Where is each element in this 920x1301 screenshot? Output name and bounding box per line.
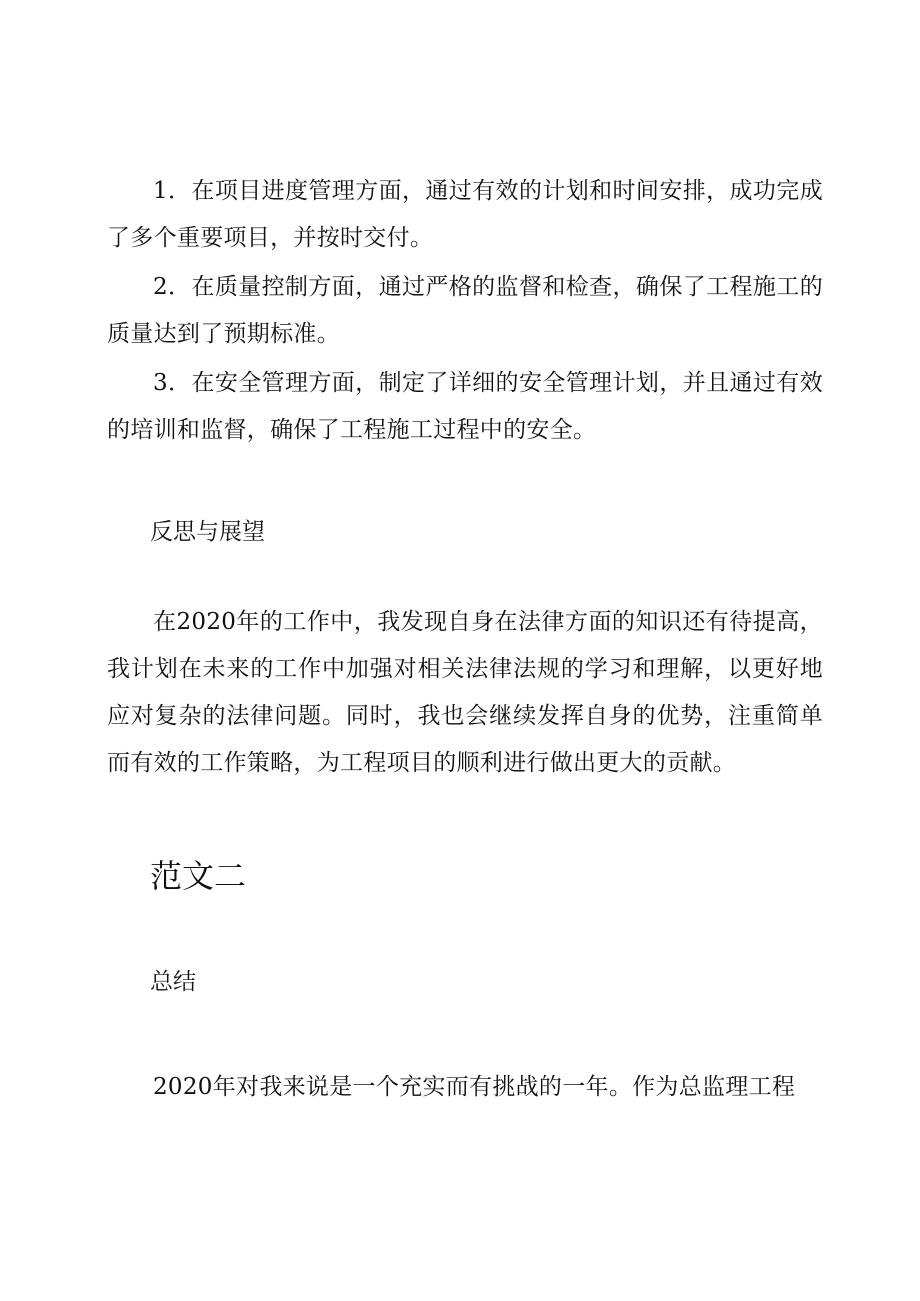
reflection-heading: 反思与展望 [150, 519, 265, 545]
summary-heading: 总结 [150, 969, 196, 995]
summary-paragraph: 2020年对我来说是一个充实而有挑战的一年。作为总监理工程 [153, 1074, 796, 1100]
achievement-item-1: 1．在项目进度管理方面，通过有效的计划和时间安排，成功完成了多个重要项目，并按时交付。 [107, 178, 823, 251]
achievement-item-2: 2．在质量控制方面，通过严格的监督和检查，确保了工程施工的质量达到了预期标准。 [107, 274, 823, 347]
achievement-item-3: 3．在安全管理方面，制定了详细的安全管理计划，并且通过有效的培训和监督，确保了工程施工过程中的安全。 [107, 370, 823, 443]
reflection-paragraph: 在2020年的工作中，我发现自身在法律方面的知识还有待提高，我计划在未来的工作中加强对相关法律法规的学习和理解，以更好地应对复杂的法律问题。同时，我也会继续发挥自身的优势，注重简单而有效的工作策略，为工程项目的顺利进行做出更大的贡献。 [107, 609, 823, 776]
section-title-sample-two: 范文二 [150, 857, 247, 895]
